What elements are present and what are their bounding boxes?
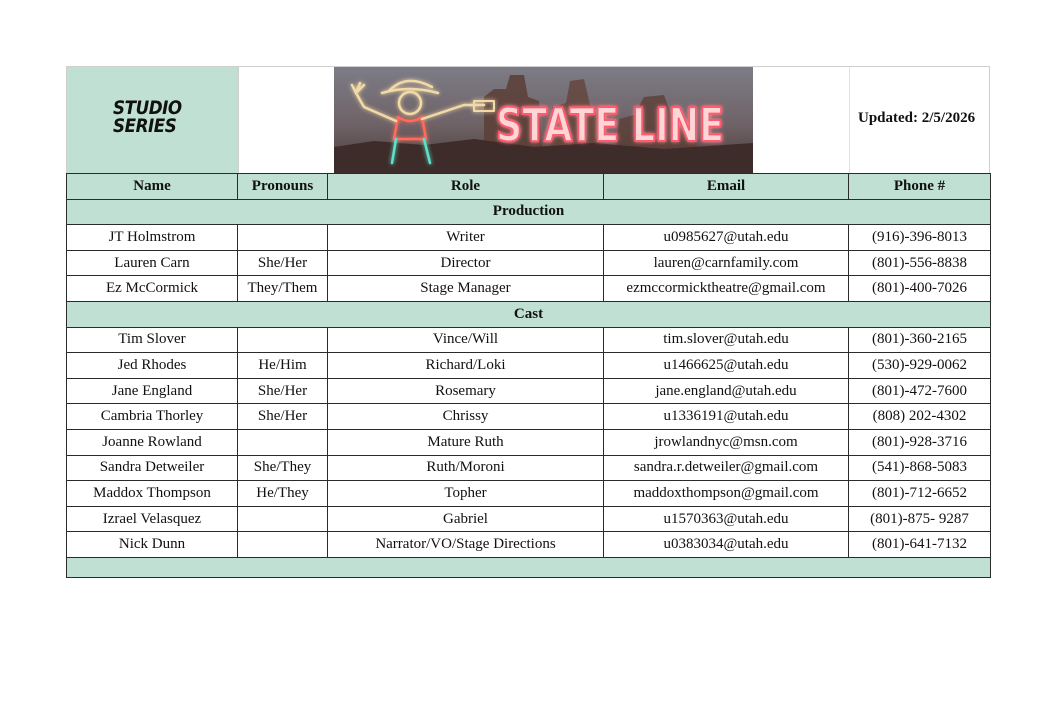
table-footer-row xyxy=(67,557,991,577)
cell-email[interactable]: u1336191@utah.edu xyxy=(604,404,849,430)
cell-name: Jane England xyxy=(67,378,238,404)
cell-role: Rosemary xyxy=(328,378,604,404)
table-row xyxy=(67,353,991,379)
cell-email[interactable]: ezmccormicktheatre@gmail.com xyxy=(604,276,849,302)
section-title: Production xyxy=(67,199,991,225)
cell-role: Director xyxy=(328,250,604,276)
table-row xyxy=(67,429,991,455)
cell-role: Topher xyxy=(328,481,604,507)
cell-email[interactable]: u0985627@utah.edu xyxy=(604,225,849,251)
cell-name: Sandra Detweiler xyxy=(67,455,238,481)
cell-phone: (808) 202-4302 xyxy=(849,404,991,430)
cell-pronouns: He/Him xyxy=(238,353,328,379)
table-row xyxy=(67,327,991,353)
cell-name: Jed Rhodes xyxy=(67,353,238,379)
cell-email[interactable]: lauren@carnfamily.com xyxy=(604,250,849,276)
table-row xyxy=(67,455,991,481)
table-row xyxy=(67,225,991,251)
cell-pronouns xyxy=(238,225,328,251)
cell-role: Mature Ruth xyxy=(328,429,604,455)
cell-role: Ruth/Moroni xyxy=(328,455,604,481)
cell-pronouns: She/Her xyxy=(238,378,328,404)
cell-role: Richard/Loki xyxy=(328,353,604,379)
cell-email[interactable]: u1570363@utah.edu xyxy=(604,506,849,532)
cell-name: Ez McCormick xyxy=(67,276,238,302)
cell-email[interactable]: jrowlandnyc@msn.com xyxy=(604,429,849,455)
cell-pronouns: She/They xyxy=(238,455,328,481)
cell-phone: (530)-929-0062 xyxy=(849,353,991,379)
section-row-cast xyxy=(67,301,991,327)
updated-cell xyxy=(849,67,991,173)
column-header-row xyxy=(67,174,991,200)
cell-pronouns xyxy=(238,429,328,455)
cell-phone: (541)-868-5083 xyxy=(849,455,991,481)
table-row xyxy=(67,378,991,404)
section-title: Cast xyxy=(67,301,991,327)
cell-name: Tim Slover xyxy=(67,327,238,353)
table-row xyxy=(67,506,991,532)
cell-email[interactable]: u1466625@utah.edu xyxy=(604,353,849,379)
cell-phone: (801)-400-7026 xyxy=(849,276,991,302)
cell-name: JT Holmstrom xyxy=(67,225,238,251)
column-header-role: Role xyxy=(328,174,604,200)
cell-phone: (916)-396-8013 xyxy=(849,225,991,251)
cell-role: Stage Manager xyxy=(328,276,604,302)
contact-sheet xyxy=(66,66,990,578)
cell-email[interactable]: tim.slover@utah.edu xyxy=(604,327,849,353)
footer-cell xyxy=(67,557,991,577)
table-row xyxy=(67,276,991,302)
sheet-header xyxy=(66,66,990,173)
logo-line-1: STUDIO xyxy=(113,97,182,119)
cell-pronouns xyxy=(238,327,328,353)
cell-phone: (801)-928-3716 xyxy=(849,429,991,455)
cell-email[interactable]: maddoxthompson@gmail.com xyxy=(604,481,849,507)
cell-email[interactable]: jane.england@utah.edu xyxy=(604,378,849,404)
cell-role: Gabriel xyxy=(328,506,604,532)
cell-phone: (801)-556-8838 xyxy=(849,250,991,276)
table-row xyxy=(67,404,991,430)
studio-series-logo xyxy=(113,99,182,135)
cell-phone: (801)-712-6652 xyxy=(849,481,991,507)
show-banner xyxy=(334,67,753,173)
cell-name: Cambria Thorley xyxy=(67,404,238,430)
cell-name: Joanne Rowland xyxy=(67,429,238,455)
cell-pronouns: He/They xyxy=(238,481,328,507)
table-body xyxy=(67,199,991,577)
cell-role: Writer xyxy=(328,225,604,251)
table-row xyxy=(67,532,991,558)
cell-name: Izrael Velasquez xyxy=(67,506,238,532)
table-row xyxy=(67,481,991,507)
cell-phone: (801)-641-7132 xyxy=(849,532,991,558)
section-row-production xyxy=(67,199,991,225)
cell-phone: (801)-875- 9287 xyxy=(849,506,991,532)
cell-phone: (801)-472-7600 xyxy=(849,378,991,404)
contact-table xyxy=(66,173,991,578)
cell-pronouns: They/Them xyxy=(238,276,328,302)
cell-pronouns: She/Her xyxy=(238,404,328,430)
banner-title: STATE LINE xyxy=(496,98,724,152)
cell-role: Chrissy xyxy=(328,404,604,430)
cell-pronouns xyxy=(238,506,328,532)
logo-cell xyxy=(67,67,239,173)
column-header-email: Email xyxy=(604,174,849,200)
column-header-pronouns: Pronouns xyxy=(238,174,328,200)
cell-pronouns: She/Her xyxy=(238,250,328,276)
cell-name: Lauren Carn xyxy=(67,250,238,276)
cell-email[interactable]: sandra.r.detweiler@gmail.com xyxy=(604,455,849,481)
cell-pronouns xyxy=(238,532,328,558)
updated-date: Updated: 2/5/2026 xyxy=(858,110,976,126)
cell-role: Narrator/VO/Stage Directions xyxy=(328,532,604,558)
cell-name: Maddox Thompson xyxy=(67,481,238,507)
column-header-phone: Phone # xyxy=(849,174,991,200)
cell-name: Nick Dunn xyxy=(67,532,238,558)
cell-role: Vince/Will xyxy=(328,327,604,353)
cell-email[interactable]: u0383034@utah.edu xyxy=(604,532,849,558)
column-header-name: Name xyxy=(67,174,238,200)
logo-line-2: SERIES xyxy=(113,115,177,137)
cell-phone: (801)-360-2165 xyxy=(849,327,991,353)
table-row xyxy=(67,250,991,276)
